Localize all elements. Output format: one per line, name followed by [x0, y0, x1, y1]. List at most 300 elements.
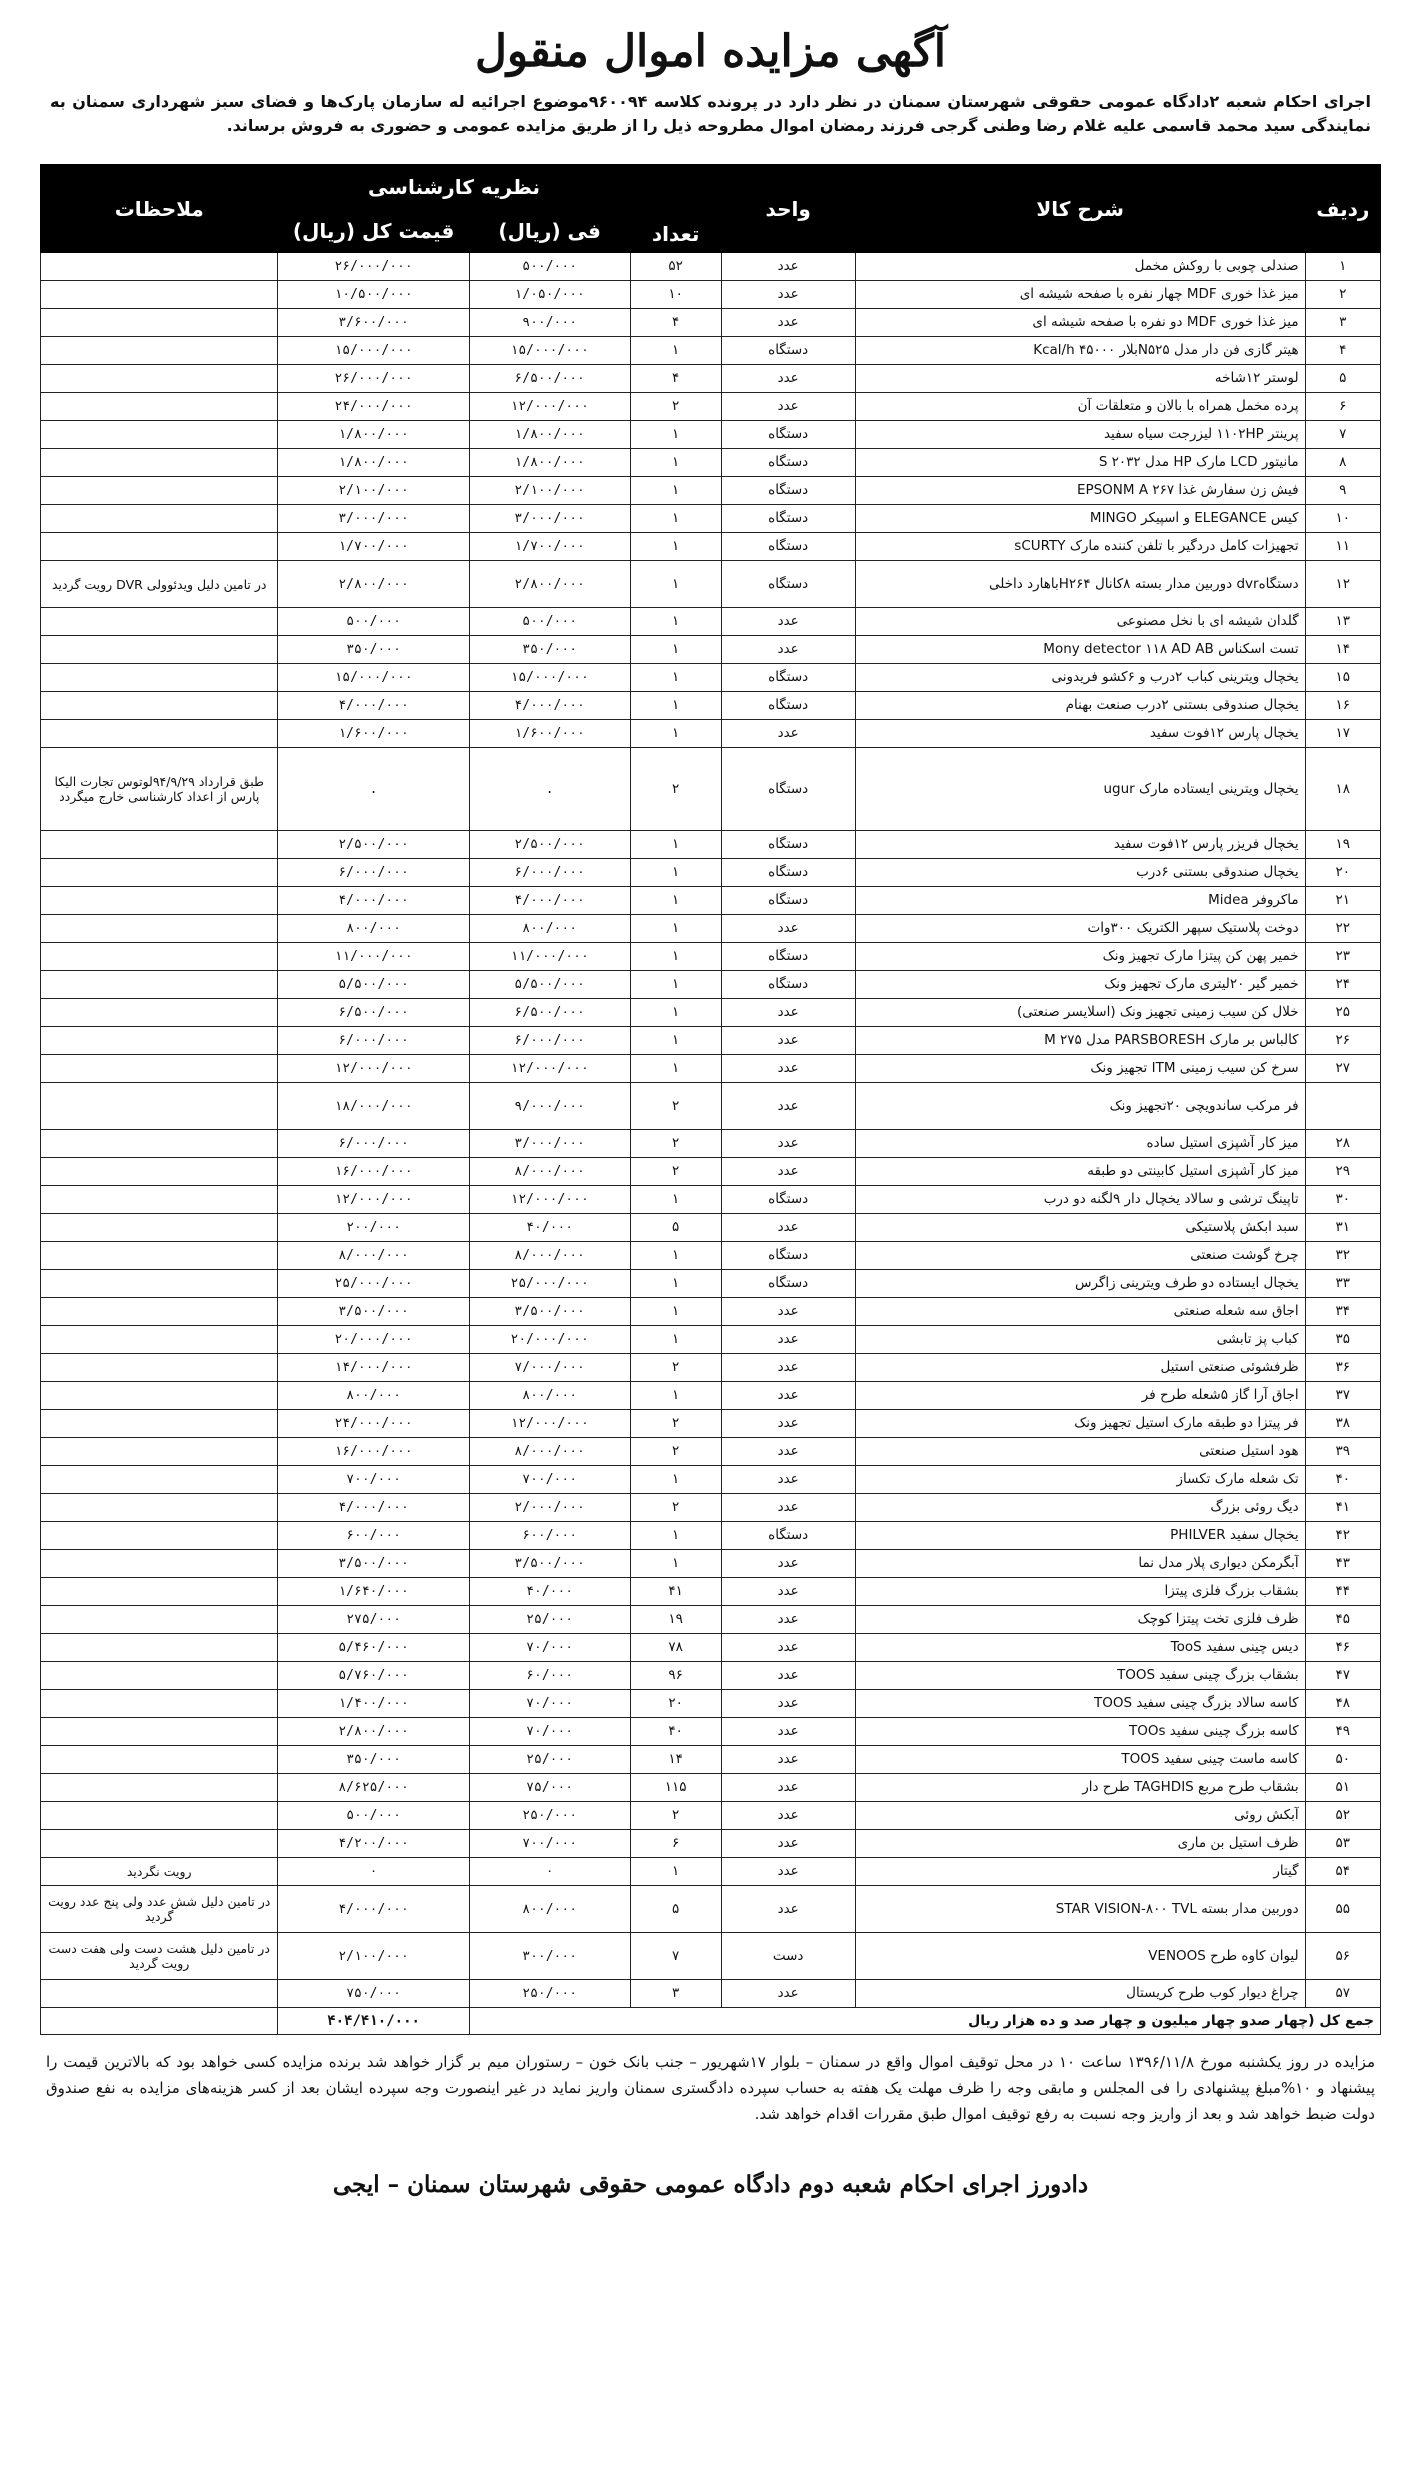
- quantity-cell: ۲: [630, 1802, 721, 1830]
- table-row: [41, 1634, 1381, 1662]
- table-row: [41, 1270, 1381, 1298]
- notes-cell: [41, 1802, 278, 1830]
- row-number-cell: ۸: [1305, 449, 1380, 477]
- notes-cell: [41, 533, 278, 561]
- unit-cell: عدد: [721, 1550, 855, 1578]
- auction-terms: مزایده در روز یکشنبه مورخ ۱۳۹۶/۱۱/۸ ساعت ۱۰ در محل توقیف اموال واقع در سمنان – بلوار ۱۷شهریور – جنب بانک خون – رستوران میم بر گزار خواهد شد برنده مزایده کسی خواهد بود که بالاترین قیمت را پیشنهاد و ۱۰%مبلغ پیشنهادی را فی المجلس و مابقی وجه را ظرف مهلت یک هفته به حساب سپرده دادگستری سمنان واریز نماید در غیر اینصورت وجه سپرده ایشان بعد از کسر هزینه‌های مزایده به نفع صندوق دولت ضبط خواهد شد و بعد از واریز وجه نسبت به رفع توقیف اموال طبق مقررات اقدام خواهد شد.: [46, 2053, 1375, 2123]
- quantity-cell: ۱۱۵: [630, 1774, 721, 1802]
- unit-cell: عدد: [721, 1578, 855, 1606]
- table-row: [41, 1242, 1381, 1270]
- notes-cell: [41, 1830, 278, 1858]
- unit-price-cell: ۲/۵۰۰/۰۰۰: [469, 831, 630, 859]
- description-cell: خمیر گیر ۲۰لیتری مارک تجهیز ونک: [855, 971, 1305, 999]
- total-price-cell: ۰: [278, 1858, 469, 1886]
- table-row: [41, 477, 1381, 505]
- auction-notice: [40, 20, 1381, 2460]
- table-row: [41, 1830, 1381, 1858]
- table-row: [41, 449, 1381, 477]
- unit-price-cell: ۶/۵۰۰/۰۰۰: [469, 999, 630, 1027]
- header-quantity: تعداد: [630, 165, 721, 253]
- table-row: [41, 393, 1381, 421]
- total-price-cell: ۸۰۰/۰۰۰: [278, 1382, 469, 1410]
- unit-cell: دستگاه: [721, 561, 855, 608]
- header-notes: ملاحظات: [41, 165, 278, 253]
- notes-cell: [41, 664, 278, 692]
- quantity-cell: ۱: [630, 1550, 721, 1578]
- description-cell: کاسه ماست چینی سفید TOOS: [855, 1746, 1305, 1774]
- unit-price-cell: ۵۰۰/۰۰۰: [469, 253, 630, 281]
- table-row: [41, 1774, 1381, 1802]
- quantity-cell: ۱: [630, 1027, 721, 1055]
- description-cell: تجهیزات کامل دردگیر با تلفن کننده مارک sCURTY: [855, 533, 1305, 561]
- total-price-cell: ۱۵/۰۰۰/۰۰۰: [278, 664, 469, 692]
- description-cell: تاپینگ ترشی و سالاد یخچال دار ۹لگنه دو درب: [855, 1186, 1305, 1214]
- total-price-cell: ۲/۵۰۰/۰۰۰: [278, 831, 469, 859]
- unit-cell: دستگاه: [721, 887, 855, 915]
- table-row: [41, 1550, 1381, 1578]
- total-price-cell: ۱/۸۰۰/۰۰۰: [278, 421, 469, 449]
- table-row: [41, 1933, 1381, 1980]
- unit-price-cell: ۹/۰۰۰/۰۰۰: [469, 1083, 630, 1130]
- description-cell: اجاق سه شعله صنعتی: [855, 1298, 1305, 1326]
- row-number-cell: ۳۱: [1305, 1214, 1380, 1242]
- total-price-cell: ۲۰۰/۰۰۰: [278, 1214, 469, 1242]
- description-cell: آبگرمکن دیواری پلار مدل نما: [855, 1550, 1305, 1578]
- total-price-cell: ۳/۶۰۰/۰۰۰: [278, 309, 469, 337]
- quantity-cell: ۱: [630, 664, 721, 692]
- quantity-cell: ۲: [630, 1354, 721, 1382]
- unit-price-cell: ۱/۸۰۰/۰۰۰: [469, 421, 630, 449]
- unit-price-cell: ۳۵۰/۰۰۰: [469, 636, 630, 664]
- description-cell: بشقاب بزرگ چینی سفید TOOS: [855, 1662, 1305, 1690]
- notes-cell: [41, 309, 278, 337]
- notes-cell: [41, 1662, 278, 1690]
- unit-price-cell: ۱۵/۰۰۰/۰۰۰: [469, 337, 630, 365]
- quantity-cell: ۷: [630, 1933, 721, 1980]
- total-price-cell: ۳/۵۰۰/۰۰۰: [278, 1550, 469, 1578]
- table-row: [41, 664, 1381, 692]
- unit-price-cell: ۲۰/۰۰۰/۰۰۰: [469, 1326, 630, 1354]
- unit-price-cell: ۷۰/۰۰۰: [469, 1718, 630, 1746]
- notes-cell: [41, 1130, 278, 1158]
- table-row: [41, 1690, 1381, 1718]
- quantity-cell: ۶: [630, 1830, 721, 1858]
- quantity-cell: ۳: [630, 1980, 721, 2008]
- unit-cell: دستگاه: [721, 971, 855, 999]
- table-row: [41, 1746, 1381, 1774]
- total-price-cell: ۸۰۰/۰۰۰: [278, 915, 469, 943]
- quantity-cell: ۱: [630, 915, 721, 943]
- unit-cell: عدد: [721, 1466, 855, 1494]
- notes-cell: [41, 1083, 278, 1130]
- notes-cell: [41, 365, 278, 393]
- row-number-cell: ۳۰: [1305, 1186, 1380, 1214]
- quantity-cell: ۵: [630, 1214, 721, 1242]
- table-row: [41, 1494, 1381, 1522]
- unit-price-cell: ۱/۷۰۰/۰۰۰: [469, 533, 630, 561]
- description-cell: کاسه بزرگ چینی سفید TOOs: [855, 1718, 1305, 1746]
- unit-cell: عدد: [721, 1130, 855, 1158]
- row-number-cell: ۴۸: [1305, 1690, 1380, 1718]
- row-number-cell: ۳۸: [1305, 1410, 1380, 1438]
- total-price-cell: ۱/۷۰۰/۰۰۰: [278, 533, 469, 561]
- quantity-cell: ۵: [630, 1886, 721, 1933]
- quantity-cell: ۱: [630, 561, 721, 608]
- description-cell: میز کار آشپزی استیل ساده: [855, 1130, 1305, 1158]
- total-price-cell: ۵/۵۰۰/۰۰۰: [278, 971, 469, 999]
- unit-price-cell: ۱۲/۰۰۰/۰۰۰: [469, 1055, 630, 1083]
- table-row: [41, 253, 1381, 281]
- unit-cell: عدد: [721, 1690, 855, 1718]
- description-cell: چرخ گوشت صنعتی: [855, 1242, 1305, 1270]
- table-row: [41, 915, 1381, 943]
- total-notes-cell: [41, 2008, 278, 2035]
- unit-cell: عدد: [721, 393, 855, 421]
- unit-price-cell: ۱۲/۰۰۰/۰۰۰: [469, 1186, 630, 1214]
- quantity-cell: ۱: [630, 449, 721, 477]
- table-row: [41, 1382, 1381, 1410]
- unit-cell: عدد: [721, 1746, 855, 1774]
- quantity-cell: ۱: [630, 505, 721, 533]
- unit-cell: عدد: [721, 1438, 855, 1466]
- unit-cell: دستگاه: [721, 1270, 855, 1298]
- quantity-cell: ۱: [630, 999, 721, 1027]
- description-cell: میز غذا خوری MDF دو نفره با صفحه شیشه ای: [855, 309, 1305, 337]
- table-row: [41, 1326, 1381, 1354]
- notes-cell: [41, 393, 278, 421]
- header-total-price: قیمت کل (ریال): [278, 209, 469, 253]
- quantity-cell: ۱: [630, 943, 721, 971]
- unit-cell: عدد: [721, 1083, 855, 1130]
- unit-cell: دستگاه: [721, 692, 855, 720]
- total-price-cell: ۱۰/۵۰۰/۰۰۰: [278, 281, 469, 309]
- table-row: [41, 1858, 1381, 1886]
- unit-cell: دستگاه: [721, 831, 855, 859]
- quantity-cell: ۱: [630, 1298, 721, 1326]
- unit-price-cell: ۱/۰۵۰/۰۰۰: [469, 281, 630, 309]
- notes-cell: در تامین دلیل شش عدد ولی پنج عدد رویت گردید: [41, 1886, 278, 1933]
- table-row: [41, 561, 1381, 608]
- notes-cell: [41, 1055, 278, 1083]
- unit-cell: عدد: [721, 1980, 855, 2008]
- table-row: [41, 1186, 1381, 1214]
- unit-price-cell: ۵/۵۰۰/۰۰۰: [469, 971, 630, 999]
- quantity-cell: ۱: [630, 1186, 721, 1214]
- description-cell: صندلی چوبی با روکش مخمل: [855, 253, 1305, 281]
- total-price-cell: ۱۱/۰۰۰/۰۰۰: [278, 943, 469, 971]
- notes-cell: [41, 1027, 278, 1055]
- unit-price-cell: ۸/۰۰۰/۰۰۰: [469, 1158, 630, 1186]
- total-price-cell: ۲/۸۰۰/۰۰۰: [278, 1718, 469, 1746]
- notes-cell: [41, 1774, 278, 1802]
- unit-price-cell: ۹۰۰/۰۰۰: [469, 309, 630, 337]
- total-price-cell: ۶۰۰/۰۰۰: [278, 1522, 469, 1550]
- notes-cell: [41, 608, 278, 636]
- notes-cell: [41, 1522, 278, 1550]
- unit-price-cell: ۳/۰۰۰/۰۰۰: [469, 1130, 630, 1158]
- total-price-cell: ۱۶/۰۰۰/۰۰۰: [278, 1438, 469, 1466]
- unit-cell: عدد: [721, 1606, 855, 1634]
- quantity-cell: ۱: [630, 1270, 721, 1298]
- quantity-cell: ۴: [630, 365, 721, 393]
- description-cell: مانیتور LCD مارک HP مدل S ۲۰۳۲: [855, 449, 1305, 477]
- row-number-cell: [1305, 1083, 1380, 1130]
- row-number-cell: ۱۸: [1305, 748, 1380, 831]
- row-number-cell: ۵۳: [1305, 1830, 1380, 1858]
- total-price-cell: ۵/۴۶۰/۰۰۰: [278, 1634, 469, 1662]
- total-price-cell: ۷۵۰/۰۰۰: [278, 1980, 469, 2008]
- notes-cell: [41, 1270, 278, 1298]
- unit-cell: عدد: [721, 636, 855, 664]
- unit-price-cell: ۵۰۰/۰۰۰: [469, 608, 630, 636]
- notes-cell: [41, 1298, 278, 1326]
- table-row: [41, 1802, 1381, 1830]
- intro-paragraph: اجرای احکام شعبه ۲دادگاه عمومی حقوقی شهرستان سمنان در نظر دارد در پرونده کلاسه ۹۶۰۰۹۴موضوع اجرائیه له سازمان پارک‌ها و فضای سبز شهرداری سمنان به نمایندگی سید محمد قاسمی علیه غلام رضا وطنی گرجی فرزند رمضان اموال مطروحه ذیل را از طریق مزایده عمومی و حضوری به فروش برساند.: [50, 92, 1372, 135]
- table-row: [41, 1410, 1381, 1438]
- table-row: [41, 1980, 1381, 2008]
- total-price-cell: ۱۶/۰۰۰/۰۰۰: [278, 1158, 469, 1186]
- quantity-cell: ۴۰: [630, 1718, 721, 1746]
- total-price-cell: ۴/۰۰۰/۰۰۰: [278, 1886, 469, 1933]
- total-price-cell: ۱/۸۰۰/۰۰۰: [278, 449, 469, 477]
- row-number-cell: ۷: [1305, 421, 1380, 449]
- total-price-cell: ۱۲/۰۰۰/۰۰۰: [278, 1055, 469, 1083]
- notes-cell: [41, 692, 278, 720]
- description-cell: ظرفشوئی صنعتی استیل: [855, 1354, 1305, 1382]
- unit-cell: عدد: [721, 720, 855, 748]
- unit-cell: عدد: [721, 1886, 855, 1933]
- unit-price-cell: ۳/۵۰۰/۰۰۰: [469, 1298, 630, 1326]
- notes-cell: در تامین دلیل ویدئوولی DVR رویت گردید: [41, 561, 278, 608]
- description-cell: سرخ کن سیب زمینی ITM تجهیز ونک: [855, 1055, 1305, 1083]
- total-price-cell: ۱/۴۰۰/۰۰۰: [278, 1690, 469, 1718]
- notes-cell: [41, 449, 278, 477]
- unit-price-cell: ۴۰/۰۰۰: [469, 1214, 630, 1242]
- unit-cell: عدد: [721, 1055, 855, 1083]
- description-cell: هیتر گازی فن دار مدل N۵۲۵بلار Kcal/h ۴۵۰۰۰: [855, 337, 1305, 365]
- quantity-cell: ۱: [630, 533, 721, 561]
- unit-cell: عدد: [721, 1830, 855, 1858]
- description-cell: یخچال ویترینی کباب ۲درب و ۶کشو فریدونی: [855, 664, 1305, 692]
- row-number-cell: ۲۸: [1305, 1130, 1380, 1158]
- row-number-cell: ۳۵: [1305, 1326, 1380, 1354]
- unit-price-cell: ۷۵/۰۰۰: [469, 1774, 630, 1802]
- row-number-cell: ۴۲: [1305, 1522, 1380, 1550]
- signature-line: دادورز اجرای احکام شعبه دوم دادگاه عمومی حقوقی شهرستان سمنان – ایجی: [332, 2171, 1089, 2198]
- table-row: [41, 1083, 1381, 1130]
- description-cell: دوخت پلاستیک سپهر الکتریک ۳۰۰وات: [855, 915, 1305, 943]
- row-number-cell: ۵۱: [1305, 1774, 1380, 1802]
- notes-cell: [41, 1410, 278, 1438]
- unit-price-cell: ۸/۰۰۰/۰۰۰: [469, 1438, 630, 1466]
- total-price-cell: ۱۵/۰۰۰/۰۰۰: [278, 337, 469, 365]
- header-unit-price: فی (ریال): [469, 209, 630, 253]
- table-row: [41, 1438, 1381, 1466]
- table-row: [41, 1466, 1381, 1494]
- items-table-body: [41, 253, 1381, 2008]
- description-cell: میز کار آشپزی استیل کابینتی دو طبقه: [855, 1158, 1305, 1186]
- notes-cell: [41, 1550, 278, 1578]
- quantity-cell: ۱: [630, 859, 721, 887]
- total-price-cell: ۵۰۰/۰۰۰: [278, 608, 469, 636]
- row-number-cell: ۴۰: [1305, 1466, 1380, 1494]
- description-cell: یخچال صندوقی بستنی ۶درب: [855, 859, 1305, 887]
- quantity-cell: ۲: [630, 1083, 721, 1130]
- table-row: [41, 1027, 1381, 1055]
- unit-price-cell: ۲۵۰/۰۰۰: [469, 1802, 630, 1830]
- row-number-cell: ۳۷: [1305, 1382, 1380, 1410]
- table-row: [41, 309, 1381, 337]
- description-cell: بشقاب بزرگ فلزی پیتزا: [855, 1578, 1305, 1606]
- unit-cell: عدد: [721, 999, 855, 1027]
- total-price-cell: .: [278, 748, 469, 831]
- total-price-cell: ۲۴/۰۰۰/۰۰۰: [278, 393, 469, 421]
- row-number-cell: ۳۲: [1305, 1242, 1380, 1270]
- description-cell: ماکروفر Midea: [855, 887, 1305, 915]
- quantity-cell: ۱: [630, 831, 721, 859]
- notes-cell: [41, 1382, 278, 1410]
- quantity-cell: ۱: [630, 887, 721, 915]
- description-cell: لیوان کاوه طرح VENOOS: [855, 1933, 1305, 1980]
- description-cell: خمیر پهن کن پیتزا مارک تجهیز ونک: [855, 943, 1305, 971]
- total-price-cell: ۱۲/۰۰۰/۰۰۰: [278, 1186, 469, 1214]
- notes-cell: [41, 831, 278, 859]
- unit-cell: عدد: [721, 1214, 855, 1242]
- unit-price-cell: ۱/۶۰۰/۰۰۰: [469, 720, 630, 748]
- total-price-cell: ۲۵/۰۰۰/۰۰۰: [278, 1270, 469, 1298]
- description-cell: یخچال سفید PHILVER: [855, 1522, 1305, 1550]
- table-row: [41, 533, 1381, 561]
- row-number-cell: ۱۰: [1305, 505, 1380, 533]
- quantity-cell: ۱: [630, 1382, 721, 1410]
- row-number-cell: ۴۷: [1305, 1662, 1380, 1690]
- table-row: [41, 831, 1381, 859]
- description-cell: ظرف فلزی تخت پیتزا کوچک: [855, 1606, 1305, 1634]
- row-number-cell: ۵۵: [1305, 1886, 1380, 1933]
- notes-cell: [41, 971, 278, 999]
- row-number-cell: ۳۹: [1305, 1438, 1380, 1466]
- unit-cell: عدد: [721, 1634, 855, 1662]
- unit-price-cell: ۸/۰۰۰/۰۰۰: [469, 1242, 630, 1270]
- total-price-cell: ۵/۷۶۰/۰۰۰: [278, 1662, 469, 1690]
- quantity-cell: ۱: [630, 477, 721, 505]
- description-cell: یخچال ویترینی ایستاده مارک ugur: [855, 748, 1305, 831]
- table-row: [41, 1718, 1381, 1746]
- description-cell: تک شعله مارک تکساز: [855, 1466, 1305, 1494]
- notes-cell: [41, 1326, 278, 1354]
- row-number-cell: ۵: [1305, 365, 1380, 393]
- notes-cell: [41, 1690, 278, 1718]
- unit-price-cell: ۳۰۰/۰۰۰: [469, 1933, 630, 1980]
- total-row: [41, 2008, 1381, 2035]
- unit-price-cell: ۱۵/۰۰۰/۰۰۰: [469, 664, 630, 692]
- row-number-cell: ۲۰: [1305, 859, 1380, 887]
- description-cell: دیس چینی سفید TooS: [855, 1634, 1305, 1662]
- unit-price-cell: ۲/۰۰۰/۰۰۰: [469, 1494, 630, 1522]
- total-price-cell: ۳/۰۰۰/۰۰۰: [278, 505, 469, 533]
- table-row: [41, 1130, 1381, 1158]
- unit-cell: عدد: [721, 253, 855, 281]
- unit-cell: عدد: [721, 1858, 855, 1886]
- quantity-cell: ۱: [630, 421, 721, 449]
- row-number-cell: ۱: [1305, 253, 1380, 281]
- quantity-cell: ۱۹: [630, 1606, 721, 1634]
- notes-cell: [41, 915, 278, 943]
- header-row-number: ردیف: [1305, 165, 1380, 253]
- total-value: ۴۰۴/۴۱۰/۰۰۰: [278, 2008, 469, 2035]
- total-price-cell: ۲۴/۰۰۰/۰۰۰: [278, 1410, 469, 1438]
- total-price-cell: ۲۶/۰۰۰/۰۰۰: [278, 365, 469, 393]
- table-row: [41, 1662, 1381, 1690]
- quantity-cell: ۱: [630, 337, 721, 365]
- total-price-cell: ۲۰/۰۰۰/۰۰۰: [278, 1326, 469, 1354]
- description-cell: فیش زن سفارش غذا EPSONM A ۲۶۷: [855, 477, 1305, 505]
- quantity-cell: ۱: [630, 1522, 721, 1550]
- notes-cell: [41, 1980, 278, 2008]
- unit-price-cell: ۱/۸۰۰/۰۰۰: [469, 449, 630, 477]
- unit-cell: عدد: [721, 365, 855, 393]
- table-row: [41, 421, 1381, 449]
- notes-cell: [41, 1438, 278, 1466]
- notes-cell: [41, 636, 278, 664]
- total-price-cell: ۸/۶۲۵/۰۰۰: [278, 1774, 469, 1802]
- unit-cell: عدد: [721, 915, 855, 943]
- table-row: [41, 943, 1381, 971]
- unit-price-cell: ۰: [469, 1858, 630, 1886]
- header-description: شرح کالا: [855, 165, 1305, 253]
- notes-cell: [41, 943, 278, 971]
- header-expert-opinion: نظریه کارشناسی: [278, 165, 630, 209]
- row-number-cell: ۲۱: [1305, 887, 1380, 915]
- table-row: [41, 365, 1381, 393]
- description-cell: لوستر ۱۲شاخه: [855, 365, 1305, 393]
- unit-cell: عدد: [721, 1158, 855, 1186]
- row-number-cell: ۲۳: [1305, 943, 1380, 971]
- row-number-cell: ۵۲: [1305, 1802, 1380, 1830]
- unit-cell: عدد: [721, 281, 855, 309]
- row-number-cell: ۴: [1305, 337, 1380, 365]
- total-price-cell: ۲/۱۰۰/۰۰۰: [278, 477, 469, 505]
- notes-cell: [41, 505, 278, 533]
- unit-price-cell: ۱۱/۰۰۰/۰۰۰: [469, 943, 630, 971]
- description-cell: میز غذا خوری MDF چهار نفره با صفحه شیشه ای: [855, 281, 1305, 309]
- total-price-cell: ۲/۱۰۰/۰۰۰: [278, 1933, 469, 1980]
- unit-price-cell: ۷۰۰/۰۰۰: [469, 1830, 630, 1858]
- description-cell: کیس ELEGANCE و اسپیکر MINGO: [855, 505, 1305, 533]
- table-row: [41, 1298, 1381, 1326]
- table-row: [41, 859, 1381, 887]
- items-table: [40, 164, 1381, 2035]
- row-number-cell: ۳۳: [1305, 1270, 1380, 1298]
- row-number-cell: ۱۴: [1305, 636, 1380, 664]
- quantity-cell: ۲: [630, 1410, 721, 1438]
- row-number-cell: ۱۲: [1305, 561, 1380, 608]
- unit-cell: دستگاه: [721, 1522, 855, 1550]
- quantity-cell: ۱: [630, 720, 721, 748]
- description-cell: تست اسکناس Mony detector ۱۱۸ AD AB: [855, 636, 1305, 664]
- row-number-cell: ۵۶: [1305, 1933, 1380, 1980]
- row-number-cell: ۹: [1305, 477, 1380, 505]
- unit-cell: عدد: [721, 1662, 855, 1690]
- row-number-cell: ۵۴: [1305, 1858, 1380, 1886]
- unit-cell: دست: [721, 1933, 855, 1980]
- notes-cell: [41, 253, 278, 281]
- notes-cell: [41, 1158, 278, 1186]
- description-cell: دوربین مدار بسته STAR VISION-۸۰۰ TVL: [855, 1886, 1305, 1933]
- unit-cell: عدد: [721, 1354, 855, 1382]
- quantity-cell: ۲: [630, 393, 721, 421]
- quantity-cell: ۴: [630, 309, 721, 337]
